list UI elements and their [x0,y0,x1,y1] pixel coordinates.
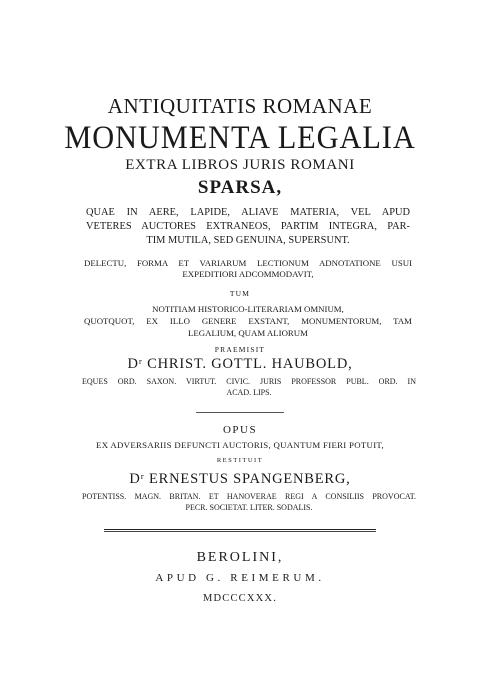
description-row: QUAE IN AERE, LAPIDE, ALIAVE MATERIA, VEL APUD [86,207,410,218]
author-title-row: ACAD. LIPS. [226,388,272,397]
imprint-year: MDCCCXXX. [202,593,278,604]
author-title-row: EQUES ORD. SAXON. VIRTUT. CIVIC. JURIS PROFESSOR PUBL. ORD. IN [82,377,416,386]
imprint-city: BEROLINI, [196,550,284,565]
praemisit-label: PRAEMISIT [214,345,266,354]
title-line-1: ANTIQUITATIS ROMANAE [107,94,373,118]
opus-line: EX ADVERSARIIS DEFUNCTI AUCTORIS, QUANTUM FIERI POTUIT, [96,440,384,450]
restituit-label: RESTITUIT [216,457,264,464]
author-spangenberg: Dʳ ERNESTUS SPANGENBERG, [129,471,351,487]
opus-label: OPUS [222,424,258,436]
title-line-4: SPARSA, [197,177,283,198]
author-title-row: POTENTISS. MAGN. BRITAN. ET HANOVERAE REGI A CONSILIIS PROVOCAT. [82,492,416,501]
description-row: VETERES AUCTORES EXTRANEOS, PARTIM INTEGRA, PAR- [86,221,410,232]
author-haubold: Dʳ CHRIST. GOTTL. HAUBOLD, [127,356,353,372]
delectu-row: DELECTU, FORMA ET VARIARUM LECTIONUM ADNOTATIONE USUI [84,258,412,268]
imprint-publisher: APUD G. REIMERUM. [155,572,325,584]
tum-label: TUM [229,289,251,298]
title-line-3: EXTRA LIBROS JURIS ROMANI [125,157,355,173]
description-row: TIM MUTILA, SED GENUINA, SUPERSUNT. [146,235,350,246]
notitiam-row: LEGALIUM, QUAM ALIORUM [188,328,308,338]
notitiam-row: QUOTQUOT, EX ILLO GENERE EXSTANT, MONUMENTORUM, TAM [84,316,412,326]
imprint-divider [104,529,376,532]
main-title: MONUMENTA LEGALIA [64,120,416,156]
author-title-row: PECR. SOCIETAT. LITER. SODALIS. [185,503,313,512]
notitiam-row: NOTITIAM HISTORICO-LITERARIAM OMNIUM, [152,304,344,314]
section-divider [196,412,284,413]
delectu-row: EXPEDITIORI ADCOMMODAVIT, [182,269,314,279]
